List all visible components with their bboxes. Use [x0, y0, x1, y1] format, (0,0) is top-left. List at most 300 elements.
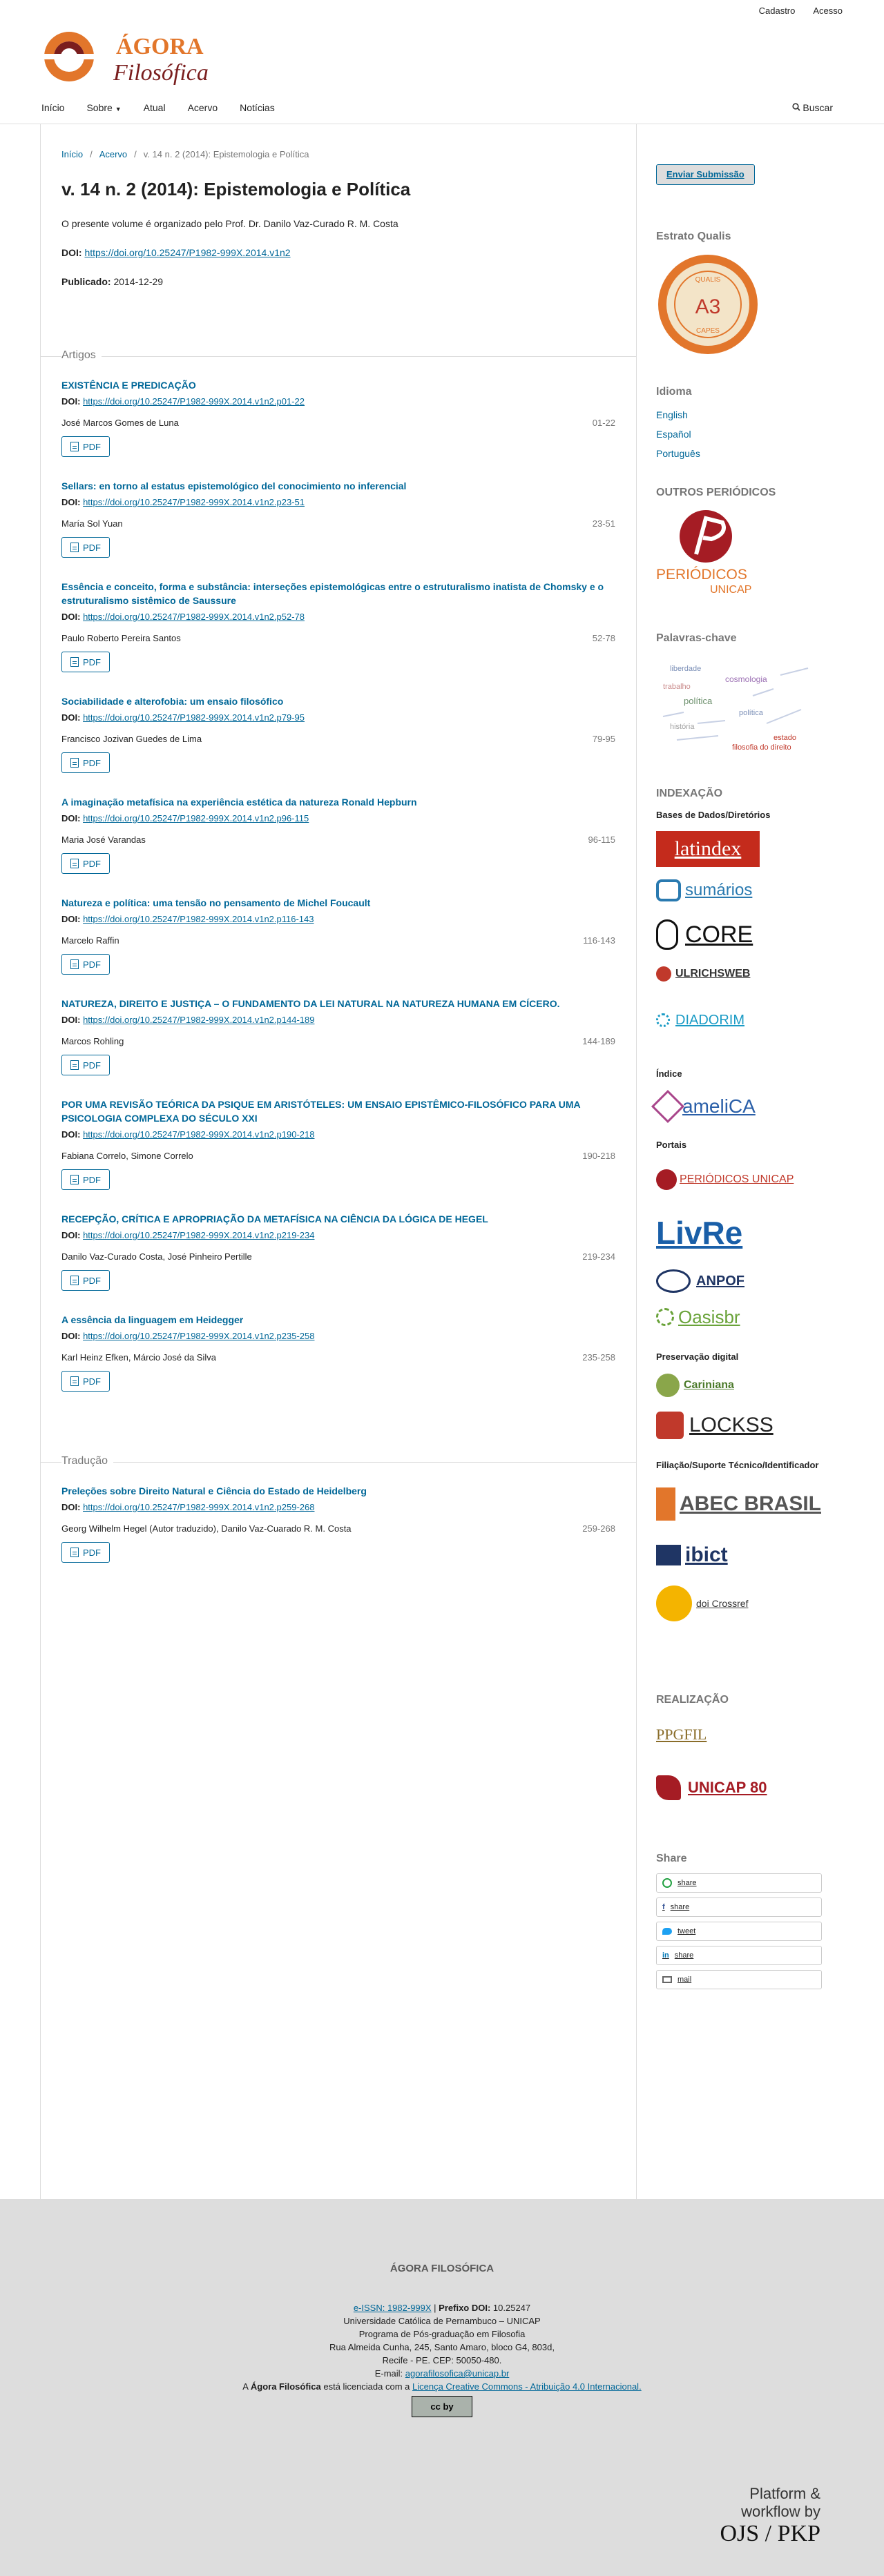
article-authors: María Sol Yuan [61, 518, 123, 529]
issn-link[interactable]: e-ISSN: 1982-999X [353, 2303, 432, 2313]
ppgfil-logo[interactable]: PPGFIL [656, 1726, 707, 1743]
license-mid: está licenciada com a [323, 2381, 410, 2392]
submit-button[interactable]: Enviar Submissão [656, 164, 755, 185]
footer-line-address: Rua Almeida Cunha, 245, Santo Amaro, bloco G4, 803d, [329, 2342, 555, 2352]
file-pdf-icon [70, 1548, 79, 1557]
article-title [61, 896, 615, 910]
ulrichsweb-icon [656, 966, 671, 982]
article-title [61, 1313, 615, 1327]
share-twitter-label: tweet [678, 1927, 696, 1935]
article-title [61, 479, 615, 493]
pdf-label: PDF [83, 656, 101, 667]
article-summary [61, 1313, 615, 1392]
breadcrumb-archive[interactable]: Acervo [99, 149, 128, 159]
article-title-link[interactable]: POR UMA REVISÃO TEÓRICA DA PSIQUE EM ARISTÓTELES: UM ENSAIO EPISTÊMICO-FILOSÓFICO PARA UMA PSICOLOGIA COMPLEXA DO SÉCULO XXI [61, 1099, 581, 1124]
article-pages: 116-143 [583, 935, 615, 946]
article-pages: 79-95 [592, 734, 615, 744]
published-date: 2014-12-29 [113, 276, 164, 287]
share-email-button[interactable] [656, 1970, 822, 1989]
article-pages: 01-22 [592, 418, 615, 428]
issue-description: O presente volume é organizado pelo Prof. Dr. Danilo Vaz-Curado R. M. Costa [61, 218, 398, 229]
article-title-link[interactable]: A imaginação metafísica na experiência estética da natureza Ronald Hepburn [61, 797, 417, 808]
article-summary [61, 378, 615, 457]
article-title-link[interactable]: RECEPÇÃO, CRÍTICA E APROPRIAÇÃO DA METAFÍSICA NA CIÊNCIA DA LÓGICA DE HEGEL [61, 1213, 488, 1224]
file-pdf-icon [70, 1376, 79, 1386]
pdf-label: PDF [83, 757, 101, 768]
linkedin-icon: in [662, 1951, 669, 1960]
other-journals-title: OUTROS PERIÓDICOS [656, 487, 776, 498]
oasisbr-label: Oasisbr [678, 1306, 740, 1327]
amelica-label: ameliCA [682, 1095, 756, 1117]
ulrichsweb-logo[interactable] [656, 962, 822, 986]
article-meta [61, 633, 615, 643]
article-meta [61, 1151, 615, 1161]
pdf-label: PDF [83, 1376, 101, 1387]
logo-subtitle-text: Filosófica [113, 60, 209, 86]
article-summary [61, 694, 615, 773]
article-title [61, 378, 615, 392]
article-authors: Paulo Roberto Pereira Santos [61, 633, 181, 643]
article-authors: Marcelo Raffin [61, 935, 119, 946]
twitter-icon [662, 1928, 672, 1935]
user-nav [759, 6, 843, 16]
article-pages: 235-258 [582, 1352, 615, 1363]
doi-label: DOI: [61, 1331, 81, 1341]
doi-label: DOI: [61, 1230, 81, 1240]
file-pdf-icon [70, 1276, 79, 1285]
keyword-cosmologia: cosmologia [725, 674, 767, 684]
index-title: Índice [656, 1069, 682, 1079]
affiliation-title: Filiação/Suporte Técnico/Identificador [656, 1460, 819, 1470]
whatsapp-icon [662, 1878, 672, 1888]
article-doi [61, 1502, 615, 1512]
nav-acervo[interactable]: Acervo [187, 102, 218, 113]
keyword-filosofia-direito: filosofia do direito [732, 743, 791, 752]
language-english[interactable]: English [656, 409, 688, 420]
article-meta [61, 518, 615, 529]
breadcrumb-separator: / [134, 149, 137, 159]
cariniana-icon [656, 1374, 680, 1397]
article-doi-link[interactable]: https://doi.org/10.25247/P1982-999X.2014.v1n2.p96-115 [83, 813, 309, 823]
article-doi-link[interactable]: https://doi.org/10.25247/P1982-999X.2014.v1n2.p23-51 [83, 497, 305, 507]
sumarios-logo[interactable] [656, 877, 822, 904]
article-list [41, 378, 636, 1392]
nav-atual[interactable]: Atual [143, 102, 166, 113]
site-logo[interactable] [41, 25, 221, 94]
article-list [41, 1484, 636, 1563]
anpof-label: ANPOF [696, 1273, 744, 1289]
article-meta [61, 418, 615, 428]
doi-label: DOI: [61, 813, 81, 823]
amelica-icon [651, 1090, 684, 1123]
pdf-button[interactable] [61, 1371, 110, 1392]
core-apple-icon [656, 919, 678, 950]
article-title [61, 795, 615, 809]
article-authors: José Marcos Gomes de Luna [61, 418, 179, 428]
article-doi-link[interactable]: https://doi.org/10.25247/P1982-999X.2014.v1n2.p235-258 [83, 1331, 315, 1341]
pdf-button[interactable] [61, 1055, 110, 1075]
license-journal: Ágora Filosófica [250, 2381, 321, 2392]
share-facebook-label: share [670, 1903, 690, 1911]
logo-title-text: ÁGORA [116, 34, 204, 59]
license-link[interactable]: Licença Creative Commons - Atribuição 4.0 Internacional. [412, 2381, 642, 2392]
diadorim-logo[interactable] [656, 999, 822, 1041]
databases-title: Bases de Dados/Diretórios [656, 810, 771, 820]
article-pages: 144-189 [582, 1036, 615, 1046]
language-list [656, 409, 822, 459]
qualis-badge [656, 253, 760, 356]
footer-issn-line: e-ISSN: 1982-999X | Prefixo DOI: 10.25247 [353, 2303, 531, 2313]
unicap-text: UNICAP [710, 584, 752, 596]
ojs-line-3: OJS / PKP [720, 2521, 820, 2546]
unicap-bird-icon [656, 1775, 681, 1800]
article-doi-link[interactable]: https://doi.org/10.25247/P1982-999X.2014.v1n2.p52-78 [83, 612, 305, 622]
article-title-link[interactable]: Natureza e política: uma tensão no pensamento de Michel Foucault [61, 897, 371, 908]
pdf-button[interactable] [61, 752, 110, 773]
ojs-pkp-logo[interactable] [720, 2485, 820, 2547]
article-doi-link[interactable]: https://doi.org/10.25247/P1982-999X.2014.v1n2.p144-189 [83, 1015, 315, 1025]
pdf-button[interactable] [61, 1542, 110, 1563]
article-doi [61, 612, 615, 622]
breadcrumb-current: v. 14 n. 2 (2014): Epistemologia e Política [143, 149, 309, 159]
article-title [61, 1097, 615, 1125]
share-facebook-button[interactable] [656, 1897, 822, 1917]
site-header [0, 0, 884, 124]
article-title-link[interactable]: Preleções sobre Direito Natural e Ciência do Estado de Heidelberg [61, 1485, 367, 1496]
article-doi [61, 813, 615, 823]
article-title-link[interactable]: A essência da linguagem em Heidegger [61, 1314, 244, 1325]
doi-label: DOI: [61, 712, 81, 723]
file-pdf-icon [70, 758, 79, 768]
language-item [656, 409, 822, 420]
share-block [656, 1853, 822, 1989]
section-title: Tradução [61, 1455, 113, 1467]
search-link[interactable] [792, 102, 833, 113]
login-link[interactable]: Acesso [813, 6, 843, 16]
realization-block [656, 1694, 822, 1810]
article-title [61, 1212, 615, 1226]
doi-label: DOI: [61, 497, 81, 507]
other-journals-block [656, 487, 822, 599]
article-summary [61, 1212, 615, 1291]
issue-published [61, 276, 615, 287]
article-doi [61, 1015, 615, 1025]
doi-label: DOI: [61, 1129, 81, 1140]
section-traducao [41, 1455, 636, 1563]
share-twitter-button[interactable] [656, 1922, 822, 1941]
share-email-label: mail [678, 1975, 692, 1984]
qualis-badge-grade: A3 [695, 295, 721, 318]
pdf-label: PDF [83, 542, 101, 553]
diadorim-icon [656, 1013, 670, 1027]
nav-sobre-label: Sobre [86, 102, 113, 113]
lockss-label: LOCKSS [689, 1414, 774, 1436]
cariniana-label: Cariniana [684, 1379, 734, 1391]
article-title-link[interactable]: Sociabilidade e alterofobia: um ensaio filosófico [61, 696, 284, 707]
share-linkedin-button[interactable] [656, 1946, 822, 1965]
article-authors: Marcos Rohling [61, 1036, 124, 1046]
doi-label: DOI: [61, 1015, 81, 1025]
article-doi-link[interactable]: https://doi.org/10.25247/P1982-999X.2014.v1n2.p01-22 [83, 396, 305, 407]
file-pdf-icon [70, 1175, 79, 1184]
article-doi-link[interactable]: https://doi.org/10.25247/P1982-999X.2014.v1n2.p190-218 [83, 1129, 315, 1140]
realization-title: REALIZAÇÃO [656, 1694, 729, 1706]
footer-email-line [0, 2367, 884, 2380]
facebook-icon: f [662, 1903, 665, 1911]
pdf-label: PDF [83, 1060, 101, 1071]
ulrichsweb-label: ULRICHSWEB [675, 968, 751, 979]
doi-label: DOI: [61, 396, 81, 407]
section-title: Artigos [61, 349, 102, 362]
article-pages: 52-78 [592, 633, 615, 643]
article-summary [61, 1484, 615, 1563]
file-pdf-icon [70, 859, 79, 868]
article-meta [61, 734, 615, 744]
article-authors: Francisco Jozivan Guedes de Lima [61, 734, 202, 744]
article-pages: 259-268 [582, 1523, 615, 1534]
footer-license-line [0, 2380, 884, 2393]
main-nav [41, 102, 275, 113]
indexing-title: INDEXAÇÃO [656, 788, 723, 799]
share-whatsapp-button[interactable] [656, 1873, 822, 1893]
ibict-icon [656, 1545, 681, 1565]
section-artigos [41, 349, 636, 1392]
footer-info [0, 2301, 884, 2417]
article-authors: Fabiana Correlo, Simone Correlo [61, 1151, 193, 1161]
qualis-block [656, 231, 822, 358]
share-linkedin-label: share [674, 1951, 694, 1960]
cc-license-badge[interactable]: cc by [412, 2396, 472, 2417]
article-title [61, 694, 615, 708]
language-espanol[interactable]: Español [656, 429, 691, 440]
file-pdf-icon [70, 442, 79, 451]
ojs-line-2: workflow by [741, 2503, 820, 2520]
article-title-link[interactable]: Sellars: en torno al estatus epistemológico del conocimiento no inferencial [61, 480, 407, 491]
article-doi [61, 1129, 615, 1140]
pdf-label: PDF [83, 441, 101, 452]
share-whatsapp-label: share [678, 1879, 697, 1887]
article-doi-link[interactable]: https://doi.org/10.25247/P1982-999X.2014.v1n2.p116-143 [83, 914, 314, 924]
sumarios-icon [656, 879, 681, 901]
footer-line-university: Universidade Católica de Pernambuco – UNICAP [343, 2316, 541, 2326]
nav-inicio[interactable]: Início [41, 102, 65, 113]
ibict-logo[interactable] [656, 1536, 822, 1574]
section-heading [41, 349, 636, 363]
periodicos-unicap-portal-logo[interactable] [656, 1161, 822, 1198]
oasisbr-icon [656, 1308, 674, 1326]
section-heading [41, 1455, 636, 1469]
portals-title: Portais [656, 1140, 687, 1150]
share-title: Share [656, 1853, 687, 1864]
register-link[interactable]: Cadastro [758, 6, 796, 16]
cariniana-logo[interactable] [656, 1372, 822, 1399]
article-title-link[interactable]: NATUREZA, DIREITO E JUSTIÇA – O FUNDAMENTO DA LEI NATURAL NA NATUREZA HUMANA EM CÍCERO. [61, 998, 560, 1009]
keyword-cloud [656, 654, 815, 758]
keywords-block [656, 632, 822, 760]
sidebar [656, 124, 822, 1994]
pdf-button[interactable] [61, 436, 110, 457]
site-footer [0, 2199, 884, 2576]
article-doi [61, 712, 615, 723]
periodicos-unicap-graphic [656, 509, 767, 597]
lockss-logo[interactable] [656, 1409, 822, 1442]
unicap-80-label: UNICAP 80 [688, 1779, 767, 1796]
pdf-button[interactable] [61, 1169, 110, 1190]
email-label: E-mail: [374, 2368, 403, 2379]
footer-line-program: Programa de Pós-graduação em Filosofia [358, 2329, 526, 2339]
amelica-logo[interactable] [656, 1090, 822, 1123]
oasisbr-logo[interactable] [656, 1303, 822, 1331]
doi-icon [656, 1585, 692, 1621]
article-doi [61, 1230, 615, 1240]
core-label: CORE [685, 921, 753, 948]
article-doi [61, 914, 615, 924]
doi-label: DOI: [61, 612, 81, 622]
page-body [0, 124, 884, 2199]
article-doi [61, 497, 615, 507]
article-title [61, 1484, 615, 1498]
article-meta [61, 1251, 615, 1262]
breadcrumb-separator: / [90, 149, 93, 159]
doi-label: DOI: [61, 247, 82, 258]
article-doi-link[interactable]: https://doi.org/10.25247/P1982-999X.2014.v1n2.p259-268 [83, 1502, 315, 1512]
doi-label: DOI: [61, 1502, 81, 1512]
periodicos-portal-label: PERIÓDICOS UNICAP [680, 1173, 794, 1185]
latindex-logo[interactable]: latindex [656, 831, 760, 867]
main-content [40, 124, 637, 2199]
article-meta [61, 935, 615, 946]
nav-noticias[interactable]: Notícias [240, 102, 275, 113]
periodicos-portal-icon [656, 1169, 677, 1190]
search-icon [792, 103, 800, 111]
article-summary [61, 1097, 615, 1190]
pdf-button[interactable] [61, 1270, 110, 1291]
ojs-line-1: Platform & [749, 2485, 820, 2502]
article-title [61, 580, 615, 607]
pdf-button[interactable] [61, 853, 110, 874]
pdf-label: PDF [83, 959, 101, 970]
issue-doi-link[interactable]: https://doi.org/10.25247/P1982-999X.2014.v1n2 [84, 247, 291, 258]
qualis-badge-top: QUALIS [695, 276, 721, 284]
logo-graphic [41, 25, 221, 94]
article-doi-link[interactable]: https://doi.org/10.25247/P1982-999X.2014.v1n2.p219-234 [83, 1230, 315, 1240]
periodicos-unicap-logo[interactable] [656, 509, 767, 599]
article-summary [61, 795, 615, 874]
footer-title: ÁGORA FILOSÓFICA [390, 2263, 494, 2274]
article-summary [61, 479, 615, 558]
qualis-title: Estrato Qualis [656, 231, 731, 242]
sumarios-label: sumários [685, 881, 753, 899]
page-title: v. 14 n. 2 (2014): Epistemologia e Política [61, 179, 411, 199]
published-label: Publicado: [61, 276, 111, 287]
diadorim-label: DIADORIM [675, 1012, 744, 1028]
pdf-button[interactable] [61, 954, 110, 975]
doi-prefix-label: Prefixo DOI: [439, 2303, 491, 2313]
article-doi [61, 1331, 615, 1341]
search-label: Buscar [803, 102, 833, 113]
footer-line-city: Recife - PE. CEP: 50050-480. [382, 2355, 502, 2365]
doi-prefix: 10.25247 [492, 2303, 531, 2313]
abec-icon [656, 1487, 675, 1521]
article-authors: Maria José Varandas [61, 835, 146, 845]
core-logo[interactable] [656, 917, 822, 953]
language-title: Idioma [656, 386, 692, 398]
license-prefix: A [242, 2381, 249, 2392]
keyword-politica-2: política [739, 709, 763, 717]
doi-crossref-label: doi Crossref [696, 1598, 749, 1609]
preservation-title: Preservação digital [656, 1352, 739, 1362]
keyword-liberdade: liberdade [670, 665, 702, 673]
file-pdf-icon [70, 657, 79, 667]
keyword-trabalho: trabalho [663, 683, 691, 691]
mail-icon [662, 1976, 672, 1983]
article-title-link[interactable]: Essência e conceito, forma e substância: interseções epistemológicas entre o estruturalismo inatista de Chomsky e o estruturalismo sistêmico de Saussure [61, 581, 604, 606]
breadcrumb [61, 149, 615, 159]
file-pdf-icon [70, 1060, 79, 1070]
livre-logo[interactable]: LivRe [656, 1215, 743, 1251]
article-summary [61, 997, 615, 1075]
periodicos-text: PERIÓDICOS [656, 567, 747, 583]
ibict-label: ibict [685, 1543, 728, 1566]
share-buttons [656, 1873, 822, 1989]
caret-down-icon: ▼ [115, 106, 122, 113]
indexing-block [656, 788, 822, 1622]
doi-crossref-logo[interactable] [656, 1585, 822, 1622]
article-pages: 96-115 [588, 835, 615, 845]
anpof-logo[interactable] [656, 1267, 822, 1295]
qualis-badge-bottom: CAPES [696, 327, 720, 335]
file-pdf-icon [70, 543, 79, 552]
language-item [656, 429, 822, 440]
article-summary [61, 896, 615, 975]
keyword-historia: história [670, 723, 695, 731]
abec-logo[interactable] [656, 1481, 822, 1527]
keyword-politica: política [684, 696, 713, 706]
language-block [656, 386, 822, 459]
keyword-estado: estado [774, 734, 797, 742]
keywords-title: Palavras-chave [656, 632, 737, 644]
pdf-button[interactable] [61, 652, 110, 672]
nav-sobre[interactable] [86, 102, 121, 113]
article-pages: 23-51 [592, 518, 615, 529]
email-link[interactable]: agorafilosofica@unicap.br [405, 2368, 510, 2379]
article-pages: 219-234 [582, 1251, 615, 1262]
article-doi-link[interactable]: https://doi.org/10.25247/P1982-999X.2014.v1n2.p79-95 [83, 712, 305, 723]
abec-label: ABEC BRASIL [680, 1492, 822, 1515]
language-item [656, 448, 822, 459]
article-authors: Georg Wilhelm Hegel (Autor traduzido), Danilo Vaz-Cuarado R. M. Costa [61, 1523, 352, 1534]
unicap-80-logo[interactable] [656, 1766, 822, 1810]
pdf-label: PDF [83, 1547, 101, 1558]
language-portugues[interactable]: Português [656, 448, 700, 459]
issue-doi [61, 247, 615, 258]
article-meta [61, 1036, 615, 1046]
pdf-button[interactable] [61, 537, 110, 558]
article-title-link[interactable]: EXISTÊNCIA E PREDICAÇÃO [61, 380, 196, 391]
article-meta [61, 835, 615, 845]
article-authors: Danilo Vaz-Curado Costa, José Pinheiro Pertille [61, 1251, 252, 1262]
pdf-label: PDF [83, 858, 101, 869]
article-summary [61, 580, 615, 672]
article-doi [61, 396, 615, 407]
pdf-label: PDF [83, 1275, 101, 1286]
doi-label: DOI: [61, 914, 81, 924]
breadcrumb-home[interactable]: Início [61, 149, 84, 159]
article-authors: Karl Heinz Efken, Márcio José da Silva [61, 1352, 216, 1363]
lockss-icon [656, 1412, 684, 1439]
article-meta [61, 1523, 615, 1534]
article-meta [61, 1352, 615, 1363]
